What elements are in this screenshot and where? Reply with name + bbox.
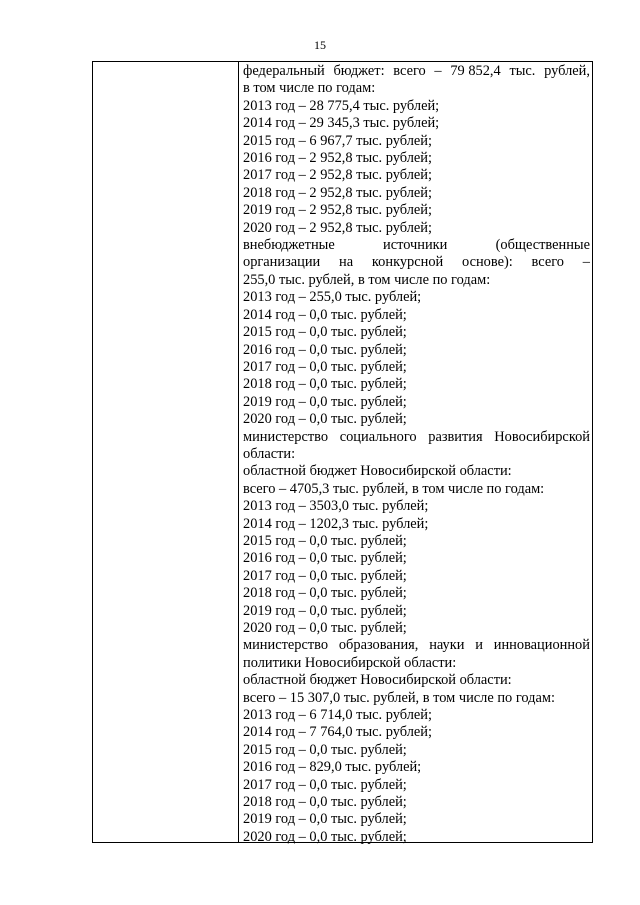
year-amount-line: 2018 год – 0,0 тыс. рублей; [243,794,407,811]
extrabudget-line1 [243,237,590,254]
year-amount-line: 2018 год – 2 952,8 тыс. рублей; [243,184,432,201]
year-amount-line: 2015 год – 0,0 тыс. рублей; [243,324,407,341]
word: источники [383,237,448,254]
year-amount-line: 2014 год – 1202,3 тыс. рублей; [243,515,429,532]
year-amount-line: 2014 год – 0,0 тыс. рублей; [243,306,407,323]
federal-years-list [243,98,590,237]
word: основе): [462,254,513,271]
word: – [582,254,590,271]
page-number: 15 [314,38,326,52]
word: на [339,254,354,271]
year-amount-line: 2013 год – 28 775,4 тыс. рублей; [243,97,440,114]
word: 79 852,4 [450,63,501,79]
word: министерство [243,637,329,654]
extrabudget-line3: 255,0 тыс. рублей, в том числе по годам: [243,271,491,288]
year-amount-line: 2015 год – 0,0 тыс. рублей; [243,532,407,549]
word: всего [531,254,564,271]
education-ministry-line1 [243,637,590,654]
year-amount-line: 2020 год – 0,0 тыс. рублей; [243,828,407,845]
year-amount-line: 2016 год – 2 952,8 тыс. рублей; [243,150,432,167]
word: федеральный [243,63,325,79]
year-amount-line: 2019 год – 0,0 тыс. рублей; [243,811,407,828]
year-amount-line: 2016 год – 0,0 тыс. рублей; [243,550,407,567]
word: внебюджетные [243,237,335,254]
year-amount-line: 2020 год – 0,0 тыс. рублей; [243,620,407,636]
extrabudget-line2 [243,254,590,271]
year-amount-line: 2017 год – 0,0 тыс. рублей; [243,358,407,375]
social-ministry-total: всего – 4705,3 тыс. рублей, в том числе по годам: [243,480,545,497]
year-amount-line: 2013 год – 6 714,0 тыс. рублей; [243,707,432,724]
education-ministry-budget-label: областной бюджет Новосибирской области: [243,672,512,689]
word: развития [428,428,483,445]
word: рублей, [544,63,590,79]
year-amount-line: 2018 год – 0,0 тыс. рублей; [243,585,407,602]
federal-heading-line2: в том числе по годам: [243,80,376,97]
year-amount-line: 2013 год – 3503,0 тыс. рублей; [243,498,429,515]
year-amount-line: 2018 год – 0,0 тыс. рублей; [243,376,407,393]
social-ministry-years-list [243,498,590,637]
word: социального [339,428,417,445]
word: Новосибирской [494,428,590,445]
year-amount-line: 2017 год – 0,0 тыс. рублей; [243,776,407,793]
social-ministry-line2: области: [243,445,296,462]
year-amount-line: 2017 год – 0,0 тыс. рублей; [243,567,407,584]
word: тыс. [509,63,536,79]
year-amount-line: 2013 год – 255,0 тыс. рублей; [243,289,422,306]
social-ministry-line1 [243,429,590,446]
year-amount-line: 2019 год – 2 952,8 тыс. рублей; [243,202,432,219]
word: инновационной [493,637,590,654]
social-ministry-budget-label: областной бюджет Новосибирской области: [243,463,512,480]
year-amount-line: 2020 год – 2 952,8 тыс. рублей; [243,219,432,236]
year-amount-line: 2017 год – 2 952,8 тыс. рублей; [243,167,432,184]
word: бюджет: [333,63,385,79]
year-amount-line: 2014 год – 7 764,0 тыс. рублей; [243,724,432,741]
extrabudget-years-list [243,289,590,428]
year-amount-line: 2014 год – 29 345,3 тыс. рублей; [243,115,440,132]
education-ministry-line2: политики Новосибирской области: [243,654,457,671]
funding-cell [243,63,590,846]
funding-table [92,61,593,843]
year-amount-line: 2015 год – 0,0 тыс. рублей; [243,741,407,758]
word: конкурсной [371,254,444,271]
federal-heading-line1 [243,63,590,80]
word: – [434,63,442,79]
education-ministry-years-list [243,707,590,846]
word: образования, [338,637,419,654]
year-amount-line: 2015 год – 6 967,7 тыс. рублей; [243,132,432,149]
word: организации [243,254,321,271]
year-amount-line: 2019 год – 0,0 тыс. рублей; [243,393,407,410]
year-amount-line: 2016 год – 0,0 тыс. рублей; [243,341,407,358]
year-amount-line: 2019 год – 0,0 тыс. рублей; [243,602,407,619]
word: науки [429,637,465,654]
year-amount-line: 2016 год – 829,0 тыс. рублей; [243,759,422,776]
word: (общественные [495,237,590,254]
year-amount-line: 2020 год – 0,0 тыс. рублей; [243,411,407,428]
word: всего [393,63,426,79]
education-ministry-total: всего – 15 307,0 тыс. рублей, в том числе по годам: [243,689,555,706]
word: и [475,637,483,654]
column-divider [238,62,239,842]
word: министерство [243,428,329,445]
